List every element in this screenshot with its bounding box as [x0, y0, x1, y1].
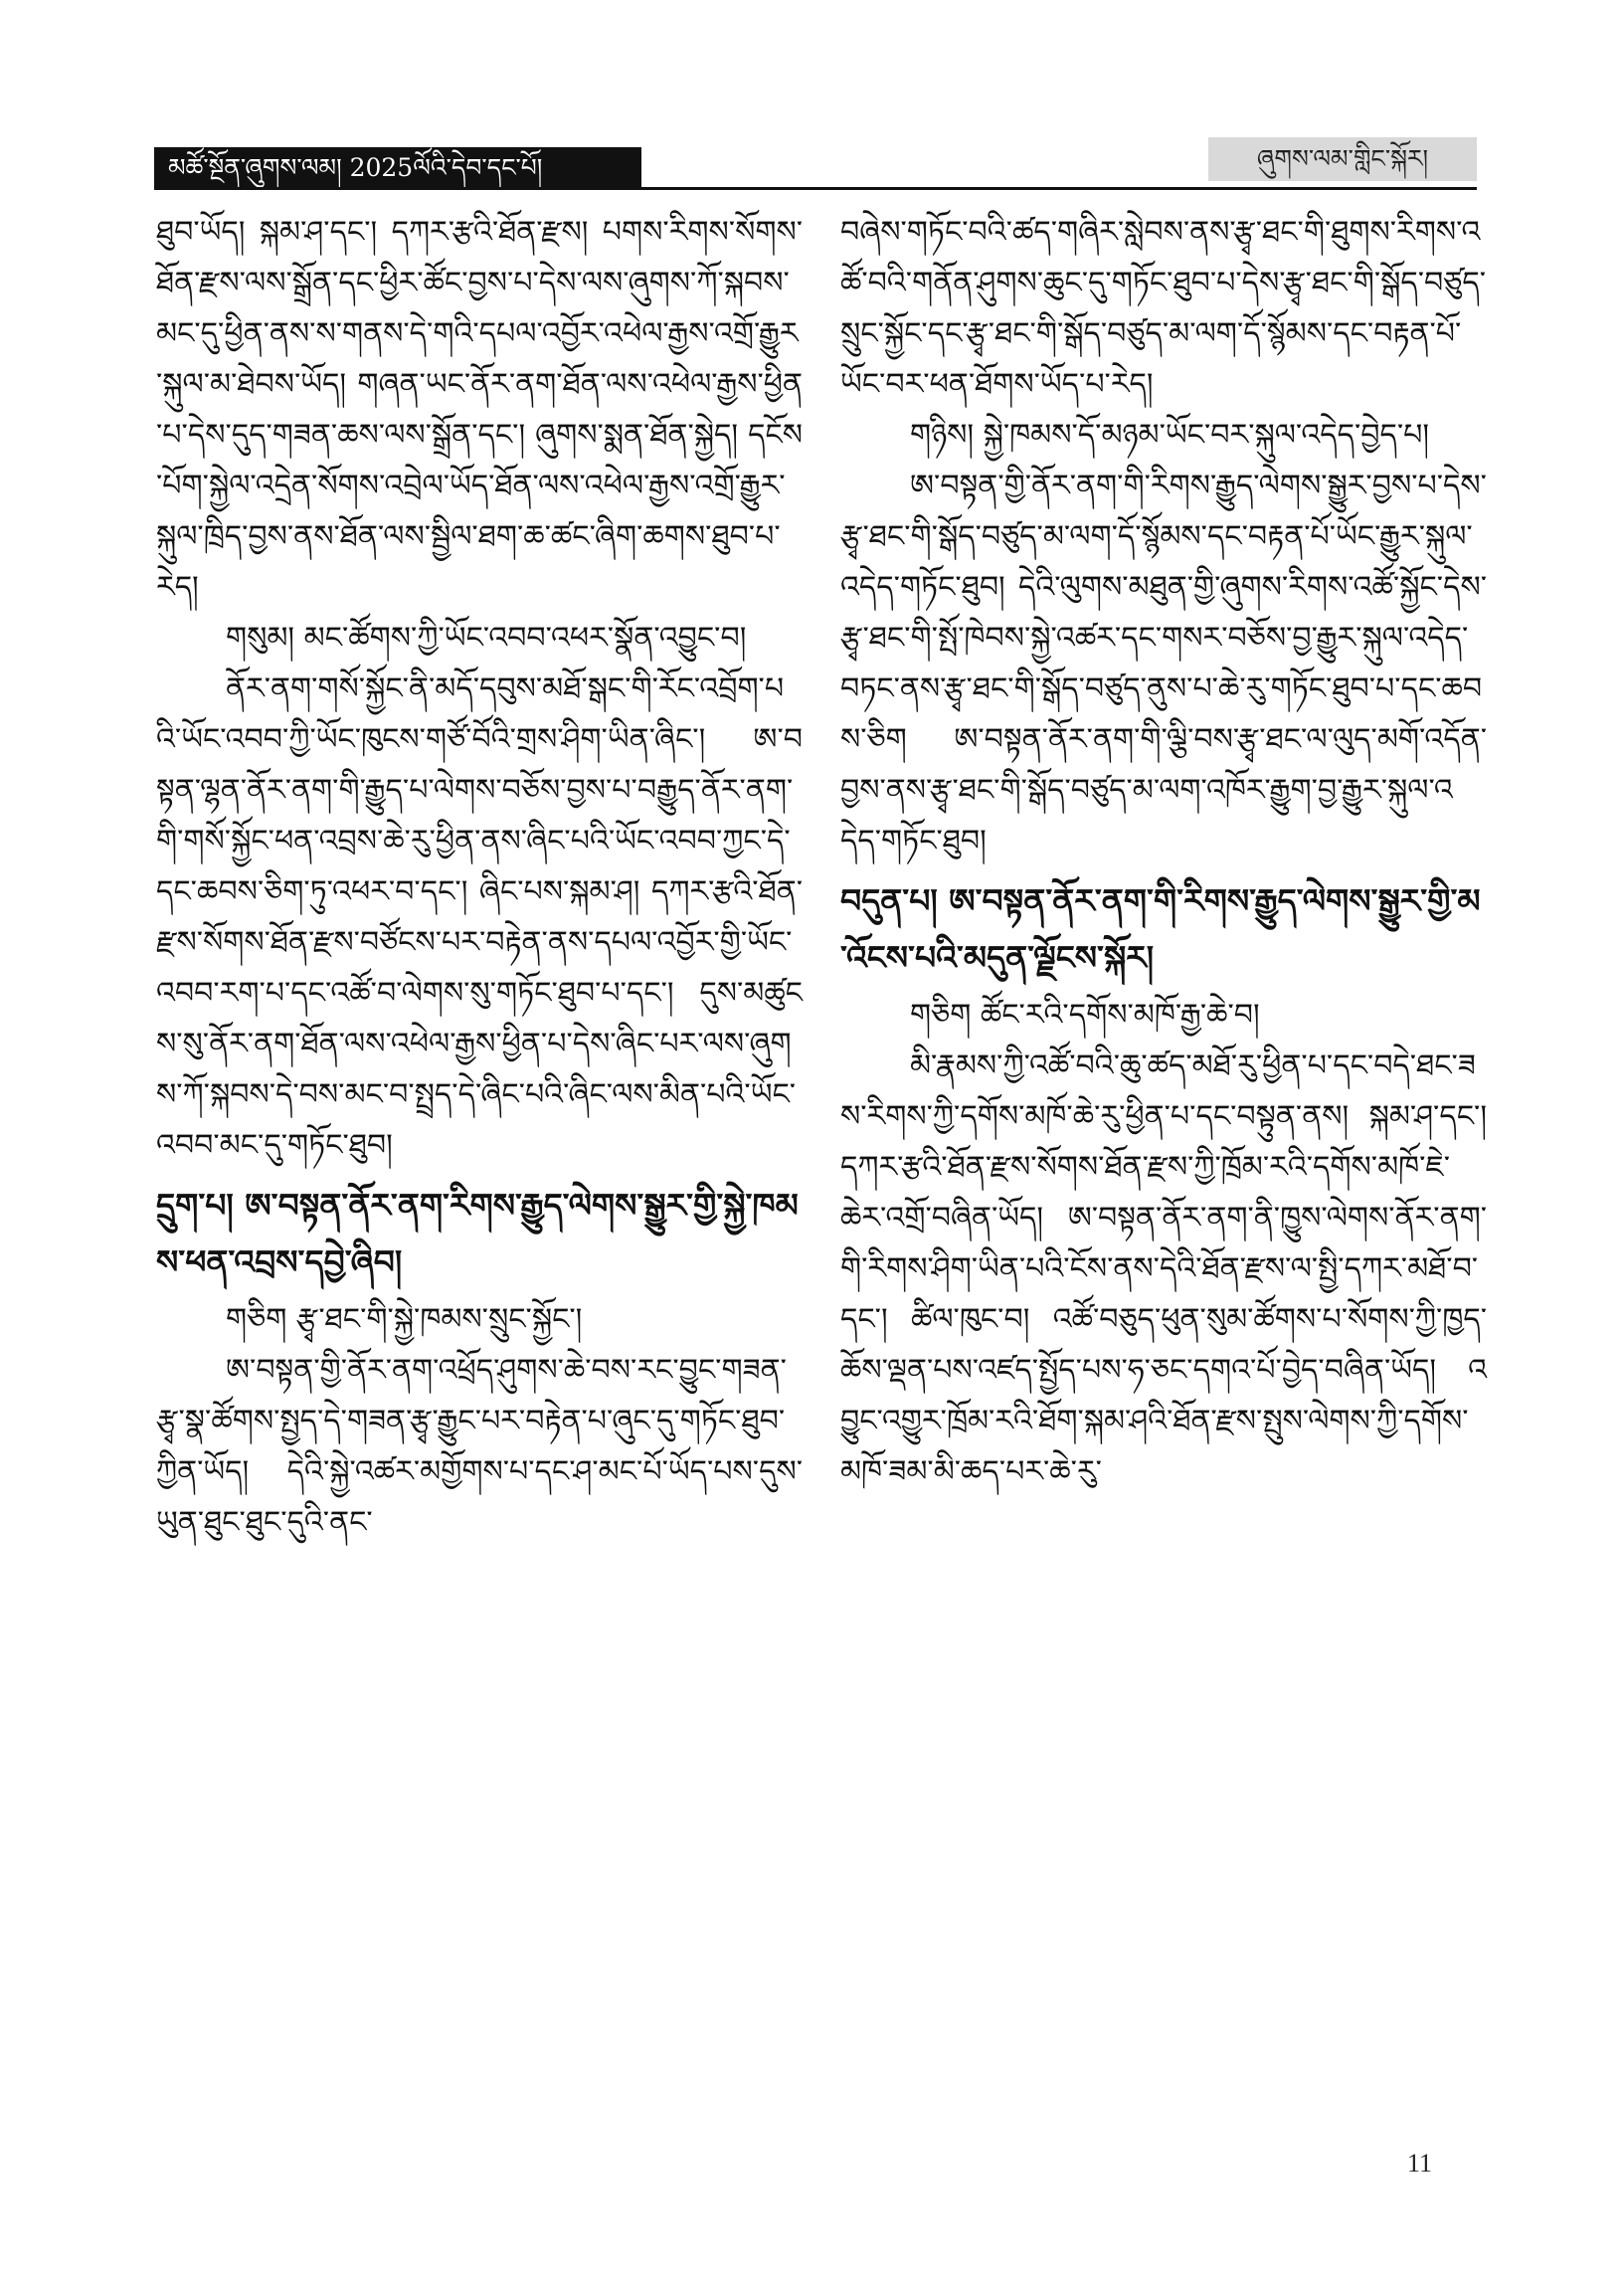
subheading: གཅིག རྩྭ་ཐང་གི་སྐྱེ་ཁམས་སྲུང་སྐྱོང་།	[226, 1302, 583, 1337]
paragraph: ཨ་བསྟན་གྱི་ནོར་ནག་འཕྲོད་ཤུགས་ཆེ་བས་རང་བྱུང་གཟན་རྩྭ་སྣ་ཚོགས་སྤྱད་དེ་གཟན་རྩྭ་རྒྱུང་པར་བརྟེན་པ་ཞུང་དུ་གཏོང་ཐུབ་ཀྱིན་ཡོད། དེའི་སྐྱེ་འཚར་མགྱོགས་པ་དང་ཤ་མང་པོ་ཡོད་པས་དུས་ཡུན་ཐུང་ཐུང་དུའི་ནང་	[156, 1353, 803, 1540]
header-rule	[154, 187, 1477, 190]
paragraph: ཨ་བསྟན་གྱི་ནོར་ནག་གི་རིགས་རྒྱུད་ལེགས་སྒྱུར་བྱས་པ་དེས་རྩྭ་ཐང་གི་སྒོད་བཙུད་མ་ལག་དོ་སྙོམས་དང་བརྟན་པོ་ཡོང་རྒྱུར་སྐུལ་འདེད་གཏོང་ཐུབ། དེའི་ལུགས་མཐུན་གྱི་ཞུགས་རིགས་འཚོ་སྐྱོང་དེས་རྩྭ་ཐང་གི་སྤོ་ཁེབས་སྐྱེ་འཚར་དང་གསར་བཅོས་བྱ་རྒྱུར་སྐུལ་འདེད་བཏང་ནས་རྩྭ་ཐང་གི་སྒོད་བཙུད་ནུས་པ་ཆེ་རུ་གཏོང་ཐུབ་པ་དང་ཆབས་ཅིག ཨ་བསྟན་ནོར་ནག་གི་ལྕི་བས་རྩྭ་ཐང་ལ་ལུད་མགོ་འདོན་བྱས་ནས་རྩྭ་ཐང་གི་སྒོད་བཙུད་མ་ལག་འཁོར་རྒྱུག་བྱ་རྒྱུར་སྐུལ་འདེད་གཏོང་ཐུབ།	[840, 469, 1487, 858]
journal-header: མཚོ་སྔོན་ཞུགས་ལམ། 2025ལོའི་དེབ་དང་པོ།	[154, 147, 641, 189]
paragraph: ཐུབ་ཡོད། སྐམ་ཤ་དང་། དཀར་རྩའི་ཐོན་རྫས། པགས་རིགས་སོགས་ཐོན་རྫས་ལས་སྒྲོན་དང་ཕྱིར་ཚོང་བྱས་པ་དེས་ལས་ཞུགས་ཀོ་སྐབས་མང་དུ་ཕྱིན་ནས་ས་གནས་དེ་གའི་དཔལ་འབྱོར་འཕེལ་རྒྱས་འགྲོ་རྒྱུར་སྐུལ་མ་ཐེབས་ཡོད། གཞན་ཡང་ནོར་ནག་ཐོན་ལས་འཕེལ་རྒྱས་ཕྱིན་པ་དེས་དུད་གཟན་ཆས་ལས་སྒྲོན་དང་། ཞུགས་སྨན་ཐོན་སྐྱེད། དངོས་པོག་སྐྱེལ་འདྲེན་སོགས་འབྲེལ་ཡོད་ཐོན་ལས་འཕེལ་རྒྱས་འགྲོ་རྒྱུར་སྐུལ་ཁྲིད་བྱས་ནས་ཐོན་ལས་སྦྱིལ་ཐག་ཆ་ཚང་ཞིག་ཆགས་ཐུབ་པ་རེད།	[156, 215, 803, 605]
subheading: གཅིག ཚོང་རའི་དགོས་མཁོ་རྒྱ་ཆེ་བ།	[910, 998, 1260, 1033]
paragraph: ནོར་ནག་གསོ་སྐྱོང་ནི་མདོ་དབུས་མཐོ་སྒང་གི་རོང་འབྲོག་པའི་ཡོང་འབབ་ཀྱི་ཡོང་ཁུངས་གཙོ་བོའི་གྲས་ཤིག་ཡིན་ཞིང་། ཨ་བསྟན་ལྷན་ནོར་ནག་གི་རྒྱུད་པ་ལེགས་བཅོས་བྱས་པ་བརྒྱུད་ནོར་ནག་གི་གསོ་སྐྱོང་ཕན་འབྲས་ཆེ་རུ་ཕྱིན་ནས་ཞིང་པའི་ཡོང་འབབ་ཀྱང་དེ་དང་ཆབས་ཅིག་ཏུ་འཕར་བ་དང་། ཞིང་པས་སྐམ་ཤ། དཀར་རྩའི་ཐོན་རྫས་སོགས་ཐོན་རྫས་བཙོངས་པར་བརྟེན་ནས་དཔལ་འབྱོར་གྱི་ཡོང་འབབ་རག་པ་དང་འཚོ་བ་ལེགས་སུ་གཏོང་ཐུབ་པ་དང་། དུས་མཚུངས་སུ་ནོར་ནག་ཐོན་ལས་འཕེལ་རྒྱས་ཕྱིན་པ་དེས་ཞིང་པར་ལས་ཞུགས་ཀོ་སྐབས་དེ་བས་མང་བ་སྤྲད་དེ་ཞིང་པའི་ཞིང་ལས་མིན་པའི་ཡོང་འབབ་མང་དུ་གཏོང་ཐུབ།	[156, 671, 803, 1163]
paragraph: བཞེས་གཏོང་བའི་ཚད་གཞིར་སླེབས་ནས་རྩྭ་ཐང་གི་ཐུགས་རིགས་འཚོ་བའི་གནོན་ཤུགས་ཆུང་དུ་གཏོང་ཐུབ་པ་དེས་རྩྭ་ཐང་གི་སྒོད་བཙུད་སྲུང་སྐྱོང་དང་རྩྭ་ཐང་གི་སྒོད་བཙུད་མ་ལག་དོ་སྙོམས་དང་བརྟན་པོ་ཡོང་བར་ཕན་ཐོགས་ཡོད་པ་རེད།	[840, 215, 1487, 402]
subheading: གསུམ། མང་ཚོགས་ཀྱི་ཡོང་འབབ་འཕར་སྣོན་འབྱུང་བ།	[226, 621, 747, 656]
paragraph: མི་རྣམས་ཀྱི་འཚོ་བའི་ཆུ་ཚད་མཐོ་རུ་ཕྱིན་པ་དང་བདེ་ཐང་ཟས་རིགས་ཀྱི་དགོས་མཁོ་ཆེ་རུ་ཕྱིན་པ་དང་བསྟུན་ནས། སྐམ་ཤ་དང་། དཀར་རྩའི་ཐོན་རྫས་སོགས་ཐོན་རྫས་ཀྱི་ཁྲོམ་རའི་དགོས་མཁོ་ཇེ་ཆེར་འགྲོ་བཞིན་ཡོད། ཨ་བསྟན་ནོར་ནག་ནི་ཁྱུས་ལེགས་ནོར་ནག་གི་རིགས་ཤིག་ཡིན་པའི་ངོས་ནས་དེའི་ཐོན་རྫས་ལ་སྤྱི་དཀར་མཐོ་བ་དང་། ཚིལ་ཁུང་བ། འཚོ་བཅུད་ཕུན་སུམ་ཚོགས་པ་སོགས་ཀྱི་ཁྱད་ཆོས་ལྡན་པས་འཛད་སྤྱོད་པས་ཧ་ཅང་དགའ་པོ་བྱེད་བཞིན་ཡོད། འབྱུང་འགྱུར་ཁྲོམ་རའི་ཐོག་སྐམ་ཤའི་ཐོན་རྫས་སྤུས་ལེགས་ཀྱི་དགོས་མཁོ་ཟམ་མི་ཆད་པར་ཆེ་རུ་	[840, 1048, 1487, 1489]
section-heading: བདུན་པ། ཨ་བསྟན་ནོར་ནག་གི་རིགས་རྒྱུད་ལེགས་སྒྱུར་གྱི་མ་འོངས་པའི་མདུན་ལྗོངས་སྐོར།	[840, 881, 1481, 977]
left-column	[156, 207, 803, 1548]
section-header: ཞུགས་ལམ་གླིང་སྐོར།	[1208, 137, 1477, 181]
page-number: 11	[1407, 2149, 1433, 2178]
right-column	[840, 207, 1487, 1497]
subheading: གཉིས། སྐྱེ་ཁམས་དོ་མཉམ་ཡོང་བར་སྐུལ་འདེད་བྱེད་པ།	[910, 418, 1430, 453]
section-heading: དྲུག་པ། ཨ་བསྟན་ནོར་ནག་རིགས་རྒྱུད་ལེགས་སྒྱུར་གྱི་སྐྱེ་ཁམས་ཕན་འབྲས་དབྱེ་ཞིབ།	[156, 1186, 799, 1281]
